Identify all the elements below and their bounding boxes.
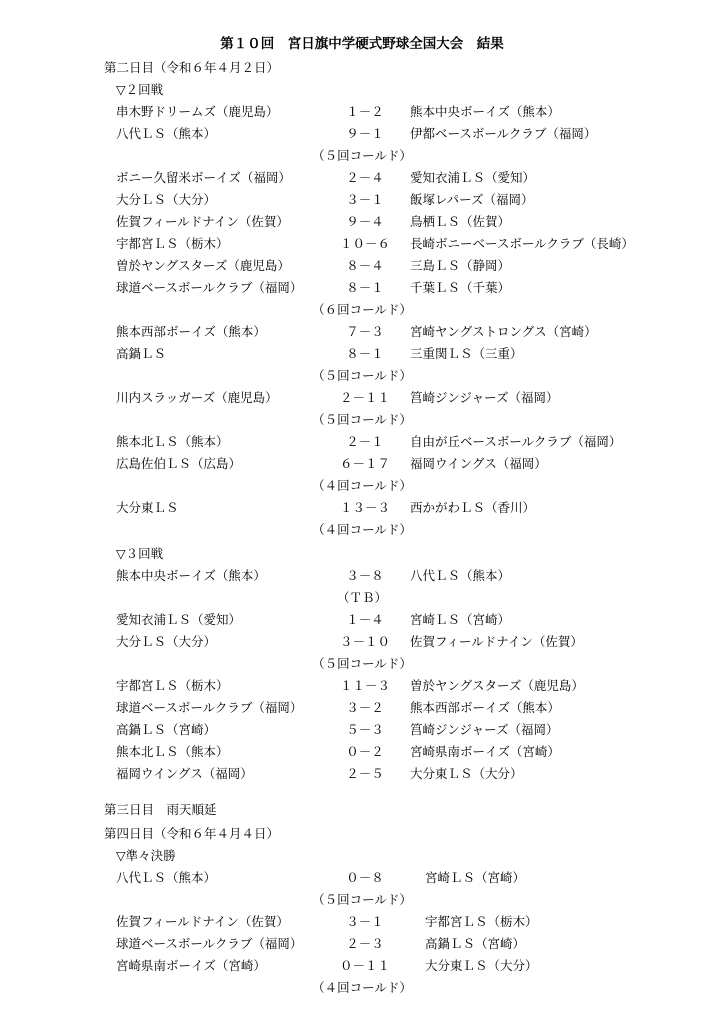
home-team: 佐賀フィールドナイン（佐賀） bbox=[116, 214, 289, 229]
home-team: 八代ＬＳ（熊本） bbox=[116, 870, 217, 885]
game-note: （ＴＢ） bbox=[336, 590, 387, 605]
away-team: 飯塚レパーズ（福岡） bbox=[410, 192, 534, 207]
away-team: 福岡ウイングス（福岡） bbox=[410, 456, 547, 471]
home-team: 大分東ＬＳ bbox=[116, 500, 179, 515]
home-team: 宮崎県南ボーイズ（宮崎） bbox=[116, 958, 266, 973]
game-score: ６－１７ bbox=[339, 456, 390, 471]
game-score: ８－１ bbox=[346, 280, 384, 295]
game-score: ３－１０ bbox=[339, 634, 390, 649]
away-team: 長崎ボニーベースボールクラブ（長崎） bbox=[410, 236, 634, 251]
game-note: （５回コールド） bbox=[312, 148, 412, 163]
game-score: ９－１ bbox=[346, 126, 384, 141]
round2-heading: ▽２回戦 bbox=[116, 82, 164, 97]
game-score: ３－１ bbox=[346, 914, 384, 929]
home-team: 熊本西部ボーイズ（熊本） bbox=[116, 324, 266, 339]
game-note: （５回コールド） bbox=[312, 412, 412, 427]
round3-heading: ▽３回戦 bbox=[116, 546, 164, 561]
game-note: （４回コールド） bbox=[312, 522, 412, 537]
home-team: 大分ＬＳ（大分） bbox=[116, 634, 217, 649]
game-score: ２－５ bbox=[346, 766, 384, 781]
home-team: 広島佐伯ＬＳ（広島） bbox=[116, 456, 242, 471]
home-team: 熊本中央ボーイズ（熊本） bbox=[116, 568, 266, 583]
home-team: 熊本北ＬＳ（熊本） bbox=[116, 434, 229, 449]
away-team: 曽於ヤングスターズ（鹿児島） bbox=[410, 678, 584, 693]
away-team: 八代ＬＳ（熊本） bbox=[410, 568, 511, 583]
away-team: 宮崎ＬＳ（宮崎） bbox=[425, 870, 526, 885]
game-score: １３－３ bbox=[339, 500, 390, 515]
away-team: 愛知衣浦ＬＳ（愛知） bbox=[410, 170, 536, 185]
home-team: 八代ＬＳ（熊本） bbox=[116, 126, 217, 141]
game-note: （４回コールド） bbox=[312, 478, 412, 493]
away-team: 佐賀フィールドナイン（佐賀） bbox=[410, 634, 583, 649]
game-note: （５回コールド） bbox=[312, 368, 412, 383]
game-score: ３－２ bbox=[346, 700, 384, 715]
home-team: 球道ベースボールクラブ（福岡） bbox=[116, 936, 303, 951]
home-team: 宇都宮ＬＳ（栃木） bbox=[116, 236, 229, 251]
away-team: 宮崎ＬＳ（宮崎） bbox=[410, 612, 511, 627]
away-team: 宇都宮ＬＳ（栃木） bbox=[425, 914, 538, 929]
game-score: ０－８ bbox=[346, 870, 384, 885]
home-team: 球道ベースボールクラブ（福岡） bbox=[116, 280, 303, 295]
away-team: 西かがわＬＳ（香川） bbox=[410, 500, 536, 515]
game-score: ２－１ bbox=[346, 434, 384, 449]
home-team: 佐賀フィールドナイン（佐賀） bbox=[116, 914, 289, 929]
home-team: 高鍋ＬＳ（宮崎） bbox=[116, 722, 217, 737]
game-score: ２－１１ bbox=[339, 390, 390, 405]
game-score: ２－３ bbox=[346, 936, 384, 951]
game-score: １０－６ bbox=[339, 236, 390, 251]
game-score: ８－１ bbox=[346, 346, 384, 361]
away-team: 熊本西部ボーイズ（熊本） bbox=[410, 700, 560, 715]
game-note: （６回コールド） bbox=[312, 302, 412, 317]
game-score: ３－１ bbox=[346, 192, 384, 207]
home-team: 愛知衣浦ＬＳ（愛知） bbox=[116, 612, 242, 627]
home-team: 串木野ドリームズ（鹿児島） bbox=[116, 104, 279, 119]
home-team: 曽於ヤングスターズ（鹿児島） bbox=[116, 258, 290, 273]
away-team: 宮崎県南ボーイズ（宮崎） bbox=[410, 744, 560, 759]
away-team: 三島ＬＳ（静岡） bbox=[410, 258, 511, 273]
document-title: 第１０回 宮日旗中学硬式野球全国大会 結果 bbox=[220, 36, 504, 52]
away-team: 千葉ＬＳ（千葉） bbox=[410, 280, 511, 295]
away-team: 宮崎ヤングストロングス（宮崎） bbox=[410, 324, 597, 339]
away-team: 筥崎ジンジャーズ（福岡） bbox=[410, 722, 559, 737]
away-team: 鳥栖ＬＳ（佐賀） bbox=[410, 214, 511, 229]
day4-heading: 第四日目（令和６年４月４日） bbox=[104, 826, 280, 841]
day2-heading: 第二日目（令和６年４月２日） bbox=[104, 60, 280, 75]
home-team: 福岡ウイングス（福岡） bbox=[116, 766, 253, 781]
game-note: （４回コールド） bbox=[312, 980, 412, 995]
away-team: 大分東ＬＳ（大分） bbox=[425, 958, 538, 973]
home-team: 高鍋ＬＳ bbox=[116, 346, 167, 361]
game-score: １－４ bbox=[346, 612, 384, 627]
game-note: （５回コールド） bbox=[312, 656, 412, 671]
game-score: ７－３ bbox=[346, 324, 384, 339]
game-score: ０－２ bbox=[346, 744, 384, 759]
home-team: 宇都宮ＬＳ（栃木） bbox=[116, 678, 229, 693]
game-score: １１－３ bbox=[339, 678, 390, 693]
home-team: 球道ベースボールクラブ（福岡） bbox=[116, 700, 303, 715]
game-score: ９－４ bbox=[346, 214, 384, 229]
home-team: 熊本北ＬＳ（熊本） bbox=[116, 744, 229, 759]
game-score: ８－４ bbox=[346, 258, 384, 273]
home-team: 川内スラッガーズ（鹿児島） bbox=[116, 390, 278, 405]
home-team: ボニー久留米ボーイズ（福岡） bbox=[116, 170, 291, 185]
game-score: １－２ bbox=[346, 104, 384, 119]
game-score: ３－８ bbox=[346, 568, 384, 583]
game-score: ０－１１ bbox=[339, 958, 390, 973]
game-score: ５－３ bbox=[346, 722, 384, 737]
quarterfinal-heading: ▽準々決勝 bbox=[116, 848, 176, 863]
game-note: （５回コールド） bbox=[312, 892, 412, 907]
away-team: 大分東ＬＳ（大分） bbox=[410, 766, 523, 781]
day3-heading: 第三日目 雨天順延 bbox=[104, 802, 217, 817]
game-score: ２－４ bbox=[346, 170, 384, 185]
home-team: 大分ＬＳ（大分） bbox=[116, 192, 217, 207]
away-team: 三重関ＬＳ（三重） bbox=[410, 346, 523, 361]
away-team: 筥崎ジンジャーズ（福岡） bbox=[410, 390, 559, 405]
away-team: 熊本中央ボーイズ（熊本） bbox=[410, 104, 560, 119]
away-team: 自由が丘ベースボールクラブ（福岡） bbox=[410, 434, 622, 449]
away-team: 高鍋ＬＳ（宮崎） bbox=[425, 936, 526, 951]
away-team: 伊都ベースボールクラブ（福岡） bbox=[410, 126, 597, 141]
